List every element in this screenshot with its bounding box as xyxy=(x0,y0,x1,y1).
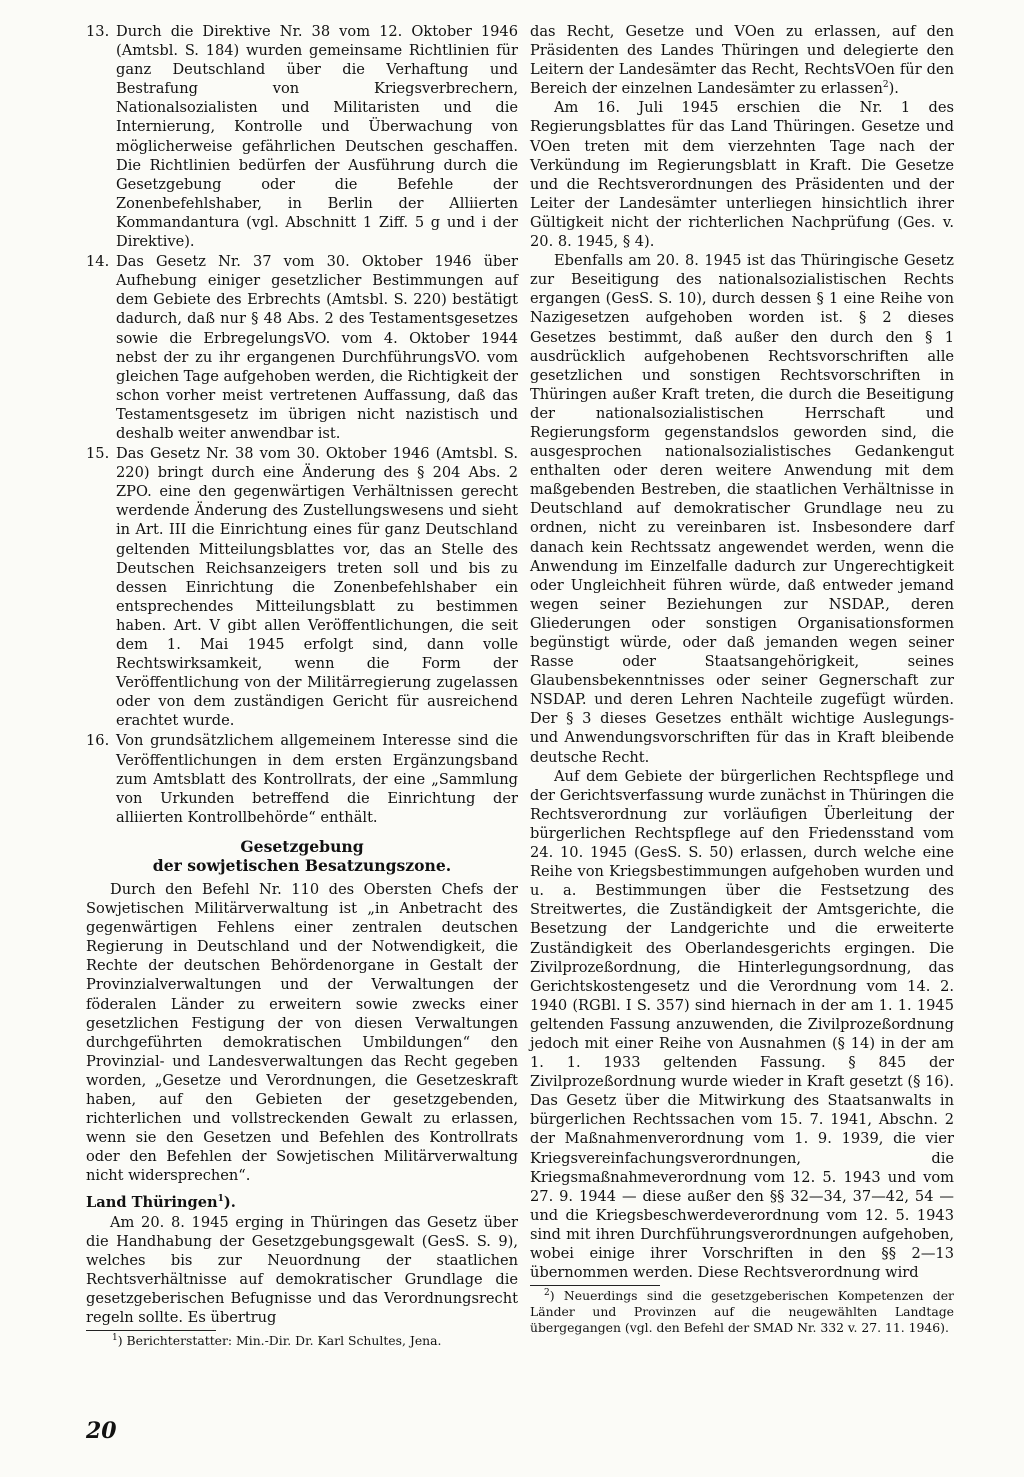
footnote-divider xyxy=(530,1285,660,1286)
list-item-text: Durch die Direktive Nr. 38 vom 12. Oktober 1946 (Amtsbl. S. 184) wurden gemeinsame Richtlinien für ganz Deutschland über die Verhaftung und Bestrafung von Kriegsverbrechern, Nationalsozialisten und Militaristen und die Internierung, Kontrolle und Überwachung von möglicherweise gefährlichen Deutschen geschaffen. Die Richtlinien bedürfen der Ausführung durch die Gesetzgebung oder die Befehle der Zonenbefehlshaber, in Berlin der Alliierten Kommandantura (vgl. Abschnitt 1 Ziff. 5 g und i der Direktive). xyxy=(116,23,518,251)
list-item-text: Von grundsätzlichem allgemeinem Interesse sind die Veröffentlichungen in dem ersten Ergänzungsband zum Amtsblatt des Kontrollrats, der eine „Sammlung von Urkunden betreffend die Einrichtung der alliierten Kontrollbehörde“ enthält. xyxy=(116,732,518,826)
list-item xyxy=(86,444,518,730)
list-item-number: 16. xyxy=(86,732,110,750)
footnote-divider xyxy=(86,1330,216,1331)
paragraph-continued-text: das Recht, Gesetze und VOen zu erlassen, auf den Präsidenten des Landes Thüringen und delegierte den Leitern der Landesämter das Recht, RechtsVOen für den Bereich der einzelnen Landesämter zu erlassen xyxy=(530,23,954,98)
list-item xyxy=(86,252,518,443)
subheading-tail: ). xyxy=(223,1194,236,1212)
footnote-text: ) Neuerdings sind die gesetzgeberischen Kompetenzen der Länder und Provinzen auf die neugewählten Landtage übergegangen (vgl. den Befehl der SMAD Nr. 332 v. 27. 11. 1946). xyxy=(530,1288,954,1336)
paragraph-continued-tail: ). xyxy=(888,80,899,98)
footnote-ref: 2 xyxy=(882,80,889,91)
paragraph-ebenfalls: Ebenfalls am 20. 8. 1945 ist das Thüringische Gesetz zur Beseitigung des nationalsozialistischen Rechts ergangen (GesS. S. 10), durch dessen § 1 eine Reihe von Nazigesetzen aufgehoben worden ist. § 2 dieses Gesetzes bestimmt, daß außer den durch den § 1 ausdrücklich aufgehobenen Rechtsvorschriften alle gesetzlichen und sonstigen Rechtsvorschriften in Thüringen außer Kraft treten, die durch die Beseitigung der nationalsozialistischen Herrschaft und Regierungsform gegenstandslos geworden sind, die ausgesprochen nationalsozialistisches Gedankengut enthalten oder deren weitere Anwendung mit dem maßgebenden Bestreben, die staatlichen Verhältnisse in Deutschland auf demokratischer Grundlage neu zu ordnen, nicht zu vereinbaren ist. Insbesondere darf danach kein Rechtssatz angewendet werden, wenn die Anwendung im Einzelfalle dadurch zur Ungerechtigkeit oder Ungleichheit führen würde, daß entweder jemand wegen seiner Beziehungen zur NSDAP., deren Gliederungen oder sonstigen Organisationsformen begünstigt würde, oder daß jemanden wegen seiner Rasse oder Staatsangehörigkeit, seines Glaubensbekenntnisses oder seiner Gegnerschaft zur NSDAP. und deren Lehren Nachteile zugefügt würden. Der § 3 dieses Gesetzes enthält wichtige Auslegungs- und Anwendungsvorschriften für das in Kraft bleibende deutsche Recht. xyxy=(530,252,954,766)
section-heading-line1: Gesetzgebung xyxy=(240,836,364,856)
list-item-text: Das Gesetz Nr. 37 vom 30. Oktober 1946 über Aufhebung einiger gesetzlicher Bestimmungen auf dem Gebiete des Erbrechts (Amtsbl. S. 220) bestätigt dadurch, daß nur § 48 Abs. 2 des Testamentsgesetzes sowie die ErbregelungsVO. vom 4. Oktober 1944 nebst der zu ihr ergangenen DurchführungsVO. vom gleichen Tage aufgehoben werden, die Richtigkeit der schon vorher meist vertretenen Auffassung, daß das Testamentsgesetz im übrigen nicht nazistisch und deshalb weiter anwendbar ist. xyxy=(116,253,518,442)
numbered-list xyxy=(86,22,518,827)
footnote-2 xyxy=(530,1288,954,1336)
paragraph-buergerlich: Auf dem Gebiete der bürgerlichen Rechtspflege und der Gerichtsverfassung wurde zunächst in Thüringen die Rechtsverordnung zur vorläufigen Überleitung der bürgerlichen Rechtspflege auf den Friedensstand vom 24. 10. 1945 (GesS. S. 50) erlassen, durch welche eine Reihe von Kriegsbestimmungen aufgehoben wurden und u. a. Bestimmungen über die Festsetzung des Streitwertes, die Zuständigkeit der Amtsgerichte, die Besetzung der Landgerichte und die erweiterte Zuständigkeit des Oberlandesgerichts ergingen. Die Zivilprozeßordnung, die Hinterlegungsordnung, das Gerichtskostengesetz und die Verordnung vom 14. 2. 1940 (RGBl. I S. 357) sind hiernach in der am 1. 1. 1945 geltenden Fassung anzuwenden, die Zivilprozeßordnung jedoch mit einer Reihe von Ausnahmen (§ 14) in der am 1. 1. 1933 geltenden Fassung. § 845 der Zivilprozeßordnung wurde wieder in Kraft gesetzt (§ 16). Das Gesetz über die Mitwirkung des Staatsanwalts in bürgerlichen Rechtssachen vom 15. 7. 1941, Abschn. 2 der Maßnahmenverordnung vom 1. 9. 1939, die vier Kriegsvereinfachungsverordnungen, die Kriegsmaßnahmeverordnung vom 12. 5. 1943 und vom 27. 9. 1944 — diese außer den §§ 32—34, 37—42, 54 — und die Kriegsbeschwerdeverordnung vom 12. 5. 1943 sind mit ihren Durchführungsverordnungen aufgehoben, wobei einige ihrer Vorschriften in den §§ 2—13 übernommen werden. Diese Rechtsverordnung wird xyxy=(530,767,954,1282)
footnote-mark: 2 xyxy=(544,1288,550,1299)
footnote-text: ) Berichterstatter: Min.-Dir. Dr. Karl Schultes, Jena. xyxy=(117,1333,442,1349)
paragraph-befehl: Durch den Befehl Nr. 110 des Obersten Chefs der Sowjetischen Militärverwaltung ist „in Anbetracht des gegenwärtigen Fehlens einer zentralen deutschen Regierung in Deutschland und der Notwendigkeit, die Rechte der deutschen Behördenorgane in Gestalt der Provinzialverwaltungen und der Verwaltungen der föderalen Länder zu erweitern sowie zwecks einer gesetzlichen Festigung der von diesen Verwaltungen durchgeführten demokratischen Umbildungen“ den Provinzial- und Landesverwaltungen das Recht gegeben worden, „Gesetze und Verordnungen, die Gesetzeskraft haben, auf den Gebieten der gesetzgebenden, richterlichen und vollstreckenden Gewalt zu erlassen, wenn sie den Gesetzen und Befehlen des Kontrollrats oder den Befehlen der Sowjetischen Militärverwaltung nicht widersprechen“. xyxy=(86,880,518,1185)
section-heading-line2: der sowjetischen Besatzungszone. xyxy=(152,855,452,875)
list-item xyxy=(86,731,518,826)
list-item xyxy=(86,22,518,251)
list-item-number: 15. xyxy=(86,445,110,463)
subheading-thueringen xyxy=(86,1193,518,1212)
subheading-text: Land Thüringen xyxy=(86,1194,218,1212)
paragraph-continued xyxy=(530,22,954,98)
paragraph-juli: Am 16. Juli 1945 erschien die Nr. 1 des Regierungsblattes für das Land Thüringen. Gesetze und VOen treten mit dem vierzehnten Tage nach der Verkündung im Regierungsblatt in Kraft. Die Gesetze und die Rechtsverordnungen des Präsidenten und der Leiter der Landesämter unterliegen hinsichtlich ihrer Gültigkeit nicht der richterlichen Nachprüfung (Ges. v. 20. 8. 1945, § 4). xyxy=(530,99,954,251)
left-column xyxy=(86,22,518,1349)
paragraph-thueringen: Am 20. 8. 1945 erging in Thüringen das Gesetz über die Handhabung der Gesetzgebungsgewalt (GesS. S. 9), welches bis zur Neuordnung der staatlichen Rechtsverhältnisse auf demokratischer Grundlage die gesetzgeberischen Befugnisse und das Verordnungsrecht regeln sollte. Es übertrug xyxy=(86,1213,518,1326)
section-heading xyxy=(86,837,518,875)
footnote-ref: 1 xyxy=(217,1194,224,1205)
list-item-number: 14. xyxy=(86,253,110,271)
right-column xyxy=(530,22,954,1336)
footnote-1 xyxy=(86,1333,518,1349)
list-item-number: 13. xyxy=(86,23,110,40)
footnote-mark: 1 xyxy=(112,1332,118,1343)
page-number: 20 xyxy=(86,1418,117,1444)
list-item-text: Das Gesetz Nr. 38 vom 30. Oktober 1946 (Amtsbl. S. 220) bringt durch eine Änderung des § 204 Abs. 2 ZPO. eine den gegenwärtigen Verhältnissen gerecht werdende Änderung des Zustellungswesens und sieht in Art. III die Einrichtung eines für ganz Deutschland geltenden Mitteilungsblattes vor, das an Stelle des Deutschen Reichsanzeigers treten soll und bis zu dessen Einrichtung die Zonenbefehlshaber ein entsprechendes Mitteilungsblatt zu bestimmen haben. Art. V gibt allen Veröffentlichungen, die seit dem 1. Mai 1945 erfolgt sind, dann volle Rechtswirksamkeit, wenn die Form der Veröffentlichung von der Militärregierung zugelassen oder von dem zuständigen Gericht für ausreichend erachtet wurde. xyxy=(116,445,518,730)
